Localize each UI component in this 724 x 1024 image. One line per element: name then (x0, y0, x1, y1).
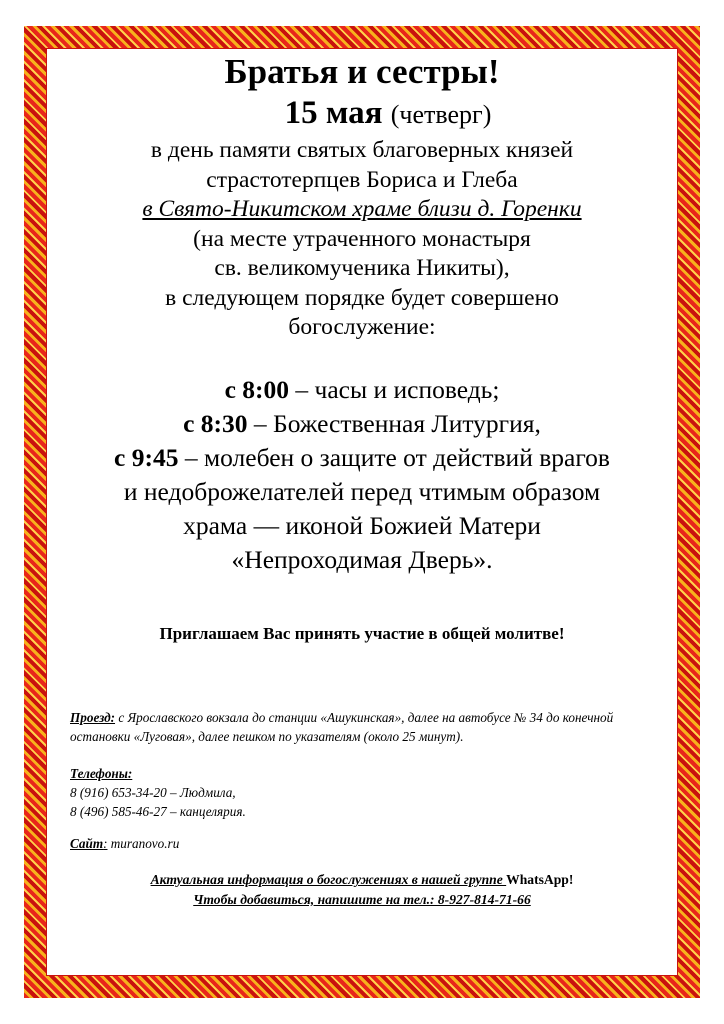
schedule-cont-1: и недоброжелателей перед чтимым образом (123, 476, 601, 506)
site-url[interactable]: muranovo.ru (107, 836, 180, 851)
whatsapp-text: Актуальная информация о богослужениях в нашей группе (150, 872, 507, 887)
travel-info (70, 708, 660, 746)
intro-line-1: в день памяти святых благоверных князей (150, 137, 574, 163)
schedule-time: с 9:45 (114, 442, 179, 472)
date: 15 мая (284, 95, 383, 131)
schedule-item (60, 441, 664, 475)
travel-label: Проезд: (70, 710, 116, 725)
intro-line-7: богослужение: (288, 314, 436, 340)
intro-line-2: страстотерпцев Бориса и Глеба (206, 166, 518, 193)
site-info (70, 834, 660, 853)
schedule-text: – молебен о защите от действий врагов (178, 442, 610, 472)
whatsapp-app: WhatsApp! (506, 872, 574, 887)
whatsapp-line-2: Чтобы добавиться, напишите на тел.: 8-927-814-71-66 (193, 892, 531, 907)
schedule-cont-3: «Непроходимая Дверь». (231, 544, 493, 574)
schedule-time: с 8:00 (224, 374, 289, 404)
schedule-item (60, 373, 664, 407)
schedule-text: – Божественная Литургия, (247, 408, 541, 438)
schedule-item (60, 407, 664, 441)
church-name: в Свято-Никитском храме близи д. Горенки (142, 196, 582, 222)
intro-line-4: (на месте утраченного монастыря (193, 225, 531, 252)
intro-line-5: св. великомученика Никиты), (214, 255, 510, 281)
phones-label: Телефоны: (70, 766, 133, 781)
schedule-text: – часы и исповедь; (289, 374, 500, 404)
whatsapp-line-1 (60, 870, 664, 890)
page-title: Братья и сестры! (224, 52, 500, 91)
schedule-cont-2: храма — иконой Божией Матери (183, 510, 541, 540)
site-colon: : (103, 836, 108, 851)
schedule (60, 373, 664, 577)
date-line (60, 92, 664, 136)
invitation: Приглашаем Вас принять участие в общей молитве! (159, 623, 565, 643)
phones-info (70, 764, 660, 821)
weekday: (четверг) (390, 100, 492, 129)
announcement (60, 52, 664, 645)
whatsapp-info (60, 870, 664, 910)
phone-item: 8 (496) 585-46-27 – канцелярия. (70, 804, 246, 819)
travel-text: с Ярославского вокзала до станции «Ашукинская», далее на автобусе № 34 до конечной остановки «Луговая», далее пешком по указателям (около 25 минут). (70, 710, 614, 744)
site-label: Сайт (70, 836, 104, 851)
church-line (60, 195, 664, 225)
intro-line-6: в следующем порядке будет совершено (165, 284, 559, 311)
phone-item: 8 (916) 653-34-20 – Людмила, (70, 785, 236, 800)
schedule-time: с 8:30 (183, 408, 248, 438)
